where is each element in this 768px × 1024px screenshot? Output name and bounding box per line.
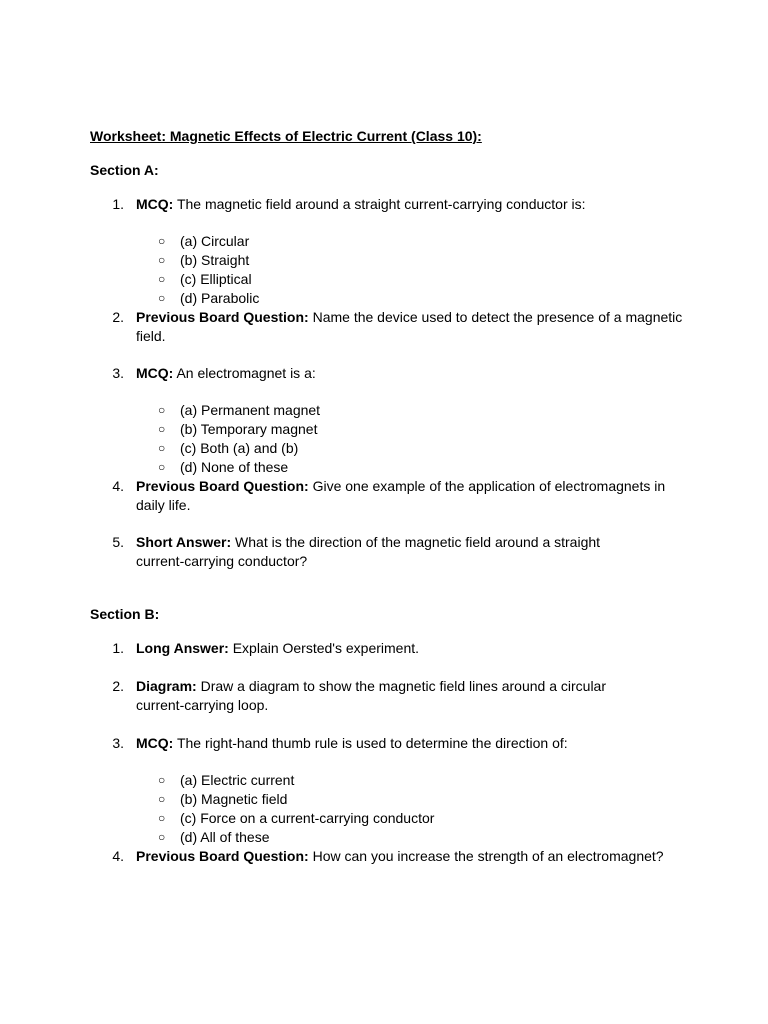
bullet-icon: ○ (158, 773, 166, 787)
option-item: (b) Magnetic field (180, 791, 288, 807)
question-line-1: An electromagnet is a: (176, 365, 316, 381)
option-item: (d) None of these (180, 459, 289, 475)
question-line-2: field. (136, 328, 166, 344)
option-item: (b) Temporary magnet (180, 421, 318, 437)
question-text (136, 640, 419, 656)
question-line-1: Name the device used to detect the presence of a magnetic (312, 309, 683, 325)
question-number: 4. (112, 478, 124, 494)
question-line-1: How can you increase the strength of an electromagnet? (312, 848, 664, 864)
question-line-1: The right-hand thumb rule is used to determine the direction of: (176, 735, 568, 751)
worksheet-title: Worksheet: Magnetic Effects of Electric Current (Class 10): (90, 128, 482, 144)
question-text (136, 196, 586, 212)
bullet-icon: ○ (158, 811, 166, 825)
bullet-icon: ○ (158, 272, 166, 286)
bullet-icon: ○ (158, 792, 166, 806)
section-a-heading: Section A: (90, 162, 159, 178)
question-number: 2. (112, 309, 124, 325)
option-item: (a) Electric current (180, 772, 295, 788)
question-line-1: Give one example of the application of electromagnets in (312, 478, 666, 494)
option-item: (c) Force on a current-carrying conductor (180, 810, 435, 826)
bullet-icon: ○ (158, 441, 166, 455)
question-label: Previous Board Question: (136, 848, 309, 864)
question-label: Previous Board Question: (136, 478, 309, 494)
bullet-icon: ○ (158, 291, 166, 305)
question-number: 3. (112, 365, 124, 381)
section-b-heading: Section B: (90, 606, 160, 622)
question-number: 1. (112, 640, 124, 656)
bullet-icon: ○ (158, 422, 166, 436)
question-text (136, 678, 606, 694)
option-item: (a) Permanent magnet (180, 402, 321, 418)
bullet-icon: ○ (158, 253, 166, 267)
question-label: MCQ: (136, 735, 174, 751)
question-line-2: daily life. (136, 497, 191, 513)
option-item: (a) Circular (180, 233, 250, 249)
question-number: 3. (112, 735, 124, 751)
question-line-1: The magnetic field around a straight current-carrying conductor is: (176, 196, 586, 212)
question-line-1: Explain Oersted's experiment. (232, 640, 420, 656)
option-item: (d) Parabolic (180, 290, 260, 306)
bullet-icon: ○ (158, 460, 166, 474)
question-text (136, 534, 600, 550)
question-label: Long Answer: (136, 640, 229, 656)
question-line-1: What is the direction of the magnetic field around a straight (235, 534, 601, 550)
question-label: MCQ: (136, 196, 174, 212)
bullet-icon: ○ (158, 234, 166, 248)
question-text (136, 478, 665, 494)
option-item: (b) Straight (180, 252, 250, 268)
question-number: 1. (112, 196, 124, 212)
bullet-icon: ○ (158, 830, 166, 844)
question-label: MCQ: (136, 365, 174, 381)
question-text (136, 735, 568, 751)
question-text (136, 309, 682, 325)
bullet-icon: ○ (158, 403, 166, 417)
question-text (136, 365, 316, 381)
option-item: (c) Elliptical (180, 271, 252, 287)
option-item: (c) Both (a) and (b) (180, 440, 299, 456)
question-line-2: current-carrying conductor? (136, 553, 308, 569)
question-label: Diagram: (136, 678, 197, 694)
question-number: 2. (112, 678, 124, 694)
question-number: 4. (112, 848, 124, 864)
question-label: Previous Board Question: (136, 309, 309, 325)
question-number: 5. (112, 534, 124, 550)
question-line-1: Draw a diagram to show the magnetic field lines around a circular (200, 678, 606, 694)
option-item: (d) All of these (180, 829, 270, 845)
question-line-2: current-carrying loop. (136, 697, 269, 713)
question-label: Short Answer: (136, 534, 232, 550)
question-text (136, 848, 664, 864)
